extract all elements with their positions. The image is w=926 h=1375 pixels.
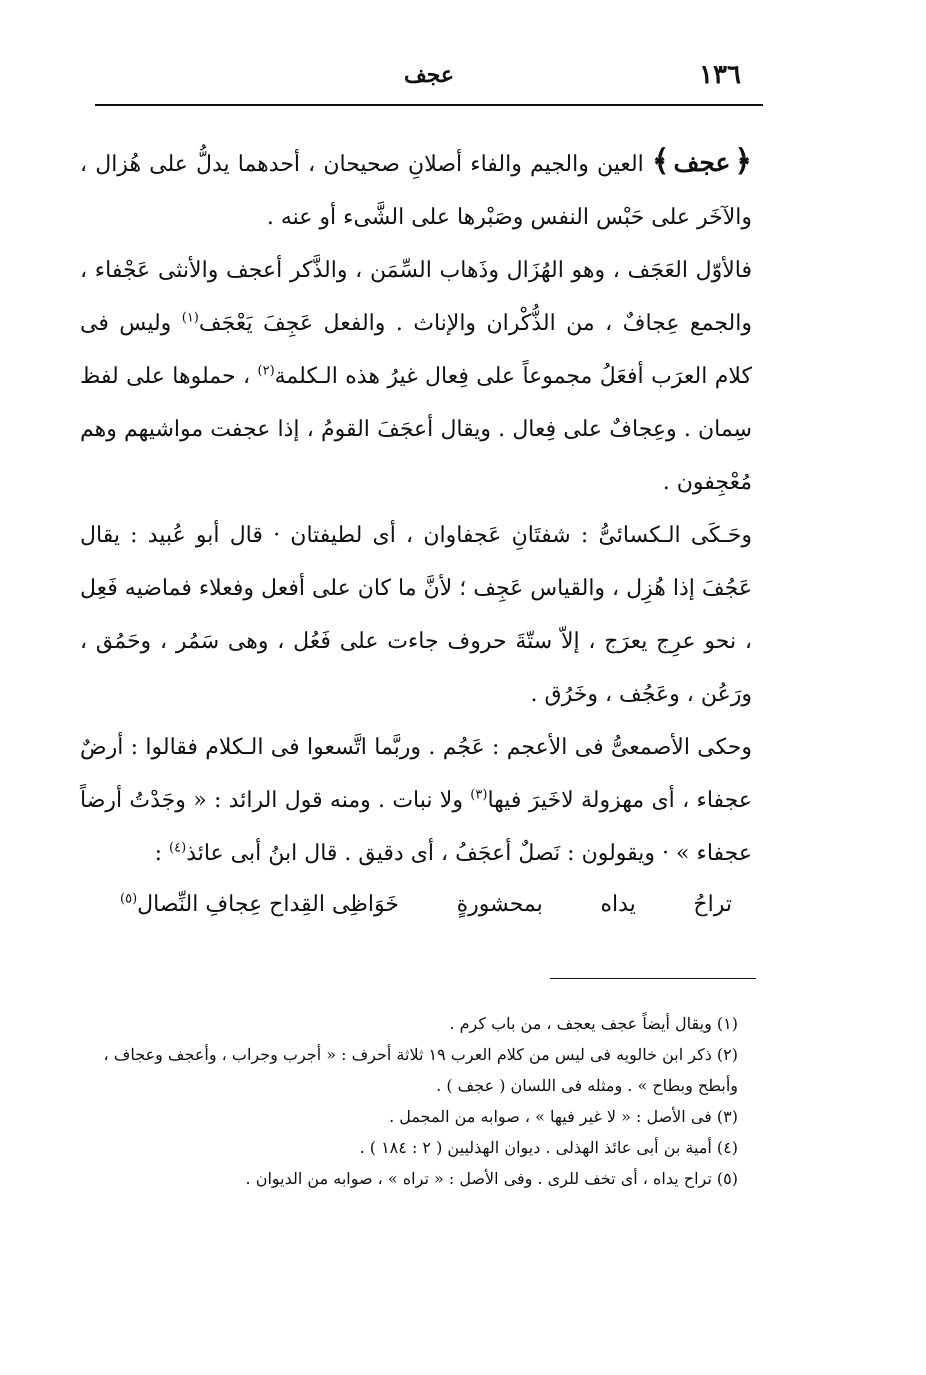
footnotes xyxy=(72,1008,738,1194)
footnote-1: (١) ويقال أيضاً عجف يعجف ، من باب كرم . xyxy=(449,1014,738,1033)
entry-headword: عجف xyxy=(673,148,731,177)
note-ref-5: (٥) xyxy=(120,891,138,907)
paragraph-4c: : xyxy=(154,841,163,866)
paragraph-2 xyxy=(80,244,752,509)
page-header xyxy=(95,58,763,98)
footnote-4: (٤) أمية بن أبى عائذ الهذلى . ديوان الهذليين ( ٢ : ١٨٤ ) . xyxy=(359,1138,738,1157)
verse-part-4-text: خَوَاظِى القِداح عِجافِ النِّصال xyxy=(137,892,399,917)
note-ref-3: (٣) xyxy=(470,787,488,803)
poetry-verse xyxy=(80,880,752,930)
note-ref-1: (١) xyxy=(181,310,199,326)
paragraph-2b: وليس فى كلام العرَب أفعَلُ مجموعاً على فِعال غيرُ هذه الـكلمة xyxy=(80,311,752,389)
footnote-rule xyxy=(550,978,756,979)
footnote-3: (٣) فى الأصل : « لا غير فيها » ، صوابه من المجمل . xyxy=(389,1107,738,1126)
note-ref-4: (٤) xyxy=(169,840,187,856)
paragraph-3: وحَـكَى الـكسائىُّ : شفتَانِ عَجفاوان ، أى لطيفتان · قال أبو عُبيد : يقال عَجُفَ إذا هُزِل ، والقياس عَجِف ؛ لأنَّ ما كان على أفعل وفعلاء فماضيه فَعِل ، نحو عرِج يعرَج ، إلاّ ستّةَ حروف جاءت على فَعُل ، وهى سَمُر ، وحَمُق ، ورَعُن ، وعَجُف ، وخَرُق . xyxy=(80,523,752,707)
verse-part-2: يداه xyxy=(600,892,636,917)
note-ref-2: (٢) xyxy=(257,363,275,379)
page-number: ١٣٦ xyxy=(699,60,741,90)
paragraph-4 xyxy=(80,721,752,880)
paragraph-4b: ولا نبات . ومنه قول الرائد : « وجَدْتُ أرضاً عجفاء » · ويقولون : نَصلٌ أعجَفُ ، أى دقيق . قال ابنُ أبى عائذ xyxy=(80,788,752,866)
entry-heading xyxy=(644,144,752,179)
open-bracket: ﴿ xyxy=(734,144,752,179)
verse-part-3: بمحشورةٍ xyxy=(456,892,543,917)
paragraph-2c: ، حملوها على لفظ سِمان . وعِجافٌ على فِعال . ويقال أعجَفَ القومُ ، إذا عجفت مواشيهم وهم مُعْجِفون . xyxy=(80,364,752,495)
verse-part-4 xyxy=(120,880,399,930)
main-text xyxy=(80,135,752,930)
running-head: عجف xyxy=(403,62,455,88)
footnote-5: (٥) تراح يداه ، أى تخف للرى . وفى الأصل : « تراه » ، صوابه من الديوان . xyxy=(245,1169,738,1188)
paragraph-2a: فالأوّل العَجَف ، وهو الهُزَال وذَهاب السِّمَن ، والذَّكر أعجف والأنثى عَجْفاء ، والجمع عِجافٌ ، من الذُّكْران والإناث . والفعل عَجِفَ يَعْجَف xyxy=(80,258,752,336)
header-rule xyxy=(95,104,763,106)
paragraph-1 xyxy=(80,135,752,244)
close-bracket: ﴾ xyxy=(651,144,670,179)
verse-part-1: تراحُ xyxy=(693,892,732,917)
paragraph-4a: وحكى الأصمعىُّ فى الأعجم : عَجُم . وربَّما اتَّسعوا فى الـكلام فقالوا : أرضٌ عجفاء ، أى مهزولة لاخَيرَ فيها xyxy=(80,735,752,813)
footnote-2: (٢) ذكر ابن خالويه فى ليس من كلام العرب ١٩ ثلاثة أحرف : « أجرب وجراب ، وأعجف وعجاف ، وأبطح وبطاح » . ومثله فى اللسان ( عجف ) . xyxy=(103,1045,738,1095)
paragraph-1-text: العين والجيم والفاء أصلانِ صحيحان ، أحدهما يدلُّ على هُزال ، والآخَر على حَبْس النفس وصَبْرها على الشَّىء أو عنه . xyxy=(80,152,752,230)
